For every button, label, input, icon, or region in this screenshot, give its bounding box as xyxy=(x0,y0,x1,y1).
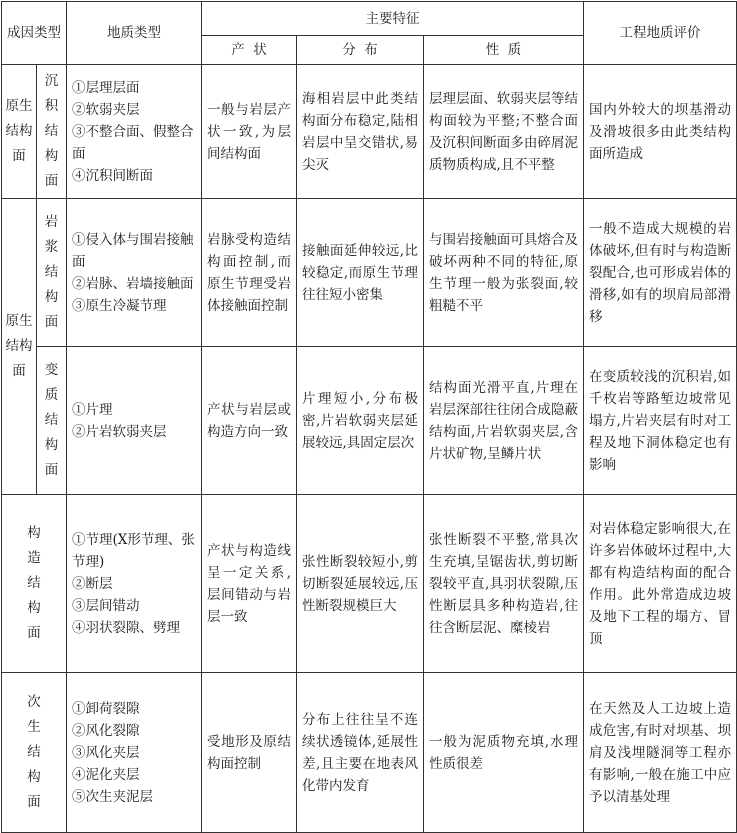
geo-type-cell: ①节理(X形节理、张节理) ②断层 ③层间错动 ④羽状裂隙、劈理 xyxy=(67,495,202,673)
group-label: 次生结构面 xyxy=(2,673,67,833)
subgroup-label: 沉积结构面 xyxy=(37,65,67,199)
geo-type-cell: ①卸荷裂隙 ②风化裂隙 ③风化夹层 ④泥化夹层 ⑤次生夹泥层 xyxy=(67,673,202,833)
evaluation-cell: 对岩体稳定影响很大,在许多岩体破坏过程中,大都有构造结构面的配合作用。此外常造成边坡及地下工程的塌方、冒顶 xyxy=(584,495,737,673)
table-row xyxy=(2,199,737,347)
evaluation-cell: 一般不造成大规模的岩体破坏,但有时与构造断裂配合,也可形成岩体的滑移,如有的坝肩局部滑移 xyxy=(584,199,737,347)
property-cell: 结构面光滑平直,片理在岩层深部往往闭合成隐蔽结构面,片岩软弱夹层,含片状矿物,呈鳞片状 xyxy=(424,347,584,495)
geo-type-cell: ①侵入体与围岩接触面 ②岩脉、岩墙接触面 ③原生冷凝节理 xyxy=(67,199,202,347)
table-row xyxy=(2,347,737,495)
header-property: 性 质 xyxy=(424,36,584,65)
distribution-cell: 接触面延伸较远,比较稳定,而原生节理往往短小密集 xyxy=(297,199,424,347)
occurrence-cell: 产状与构造线呈一定关系,层间错动与岩层一致 xyxy=(202,495,297,673)
subgroup-label: 岩浆结构面 xyxy=(37,199,67,347)
header-evaluation: 工程地质评价 xyxy=(584,2,737,65)
occurrence-cell: 产状与岩层或构造方向一致 xyxy=(202,347,297,495)
occurrence-cell: 岩脉受构造结构面控制,而原生节理受岩体接触面控制 xyxy=(202,199,297,347)
table-row xyxy=(2,65,737,199)
structure-plane-table xyxy=(1,1,737,833)
distribution-cell: 张性断裂较短小,剪切断裂延展较远,压性断裂规模巨大 xyxy=(297,495,424,673)
property-cell: 与围岩接触面可具熔合及破坏两种不同的特征,原生节理一般为张裂面,较粗糙不平 xyxy=(424,199,584,347)
group-label: 原生结构面 xyxy=(2,199,37,495)
distribution-cell: 海相岩层中此类结构面分布稳定,陆相岩层中呈交错状,易尖灭 xyxy=(297,65,424,199)
group-label: 原生结构面 xyxy=(2,65,37,199)
distribution-cell: 分布上往往呈不连续状透镜体,延展性差,且主要在地表风化带内发育 xyxy=(297,673,424,833)
evaluation-cell: 在天然及人工边坡上造成危害,有时对坝基、坝肩及浅埋隧洞等工程亦有影响,一般在施工中应予以清基处理 xyxy=(584,673,737,833)
distribution-cell: 片理短小,分布极密,片岩软弱夹层延展较远,具固定层次 xyxy=(297,347,424,495)
property-cell: 张性断裂不平整,常具次生充填,呈锯齿状,剪切断裂较平直,具羽状裂隙,压性断层具多种构造岩,往往含断层泥、糜棱岩 xyxy=(424,495,584,673)
property-cell: 层理层面、软弱夹层等结构面较为平整;不整合面及沉积间断面多由碎屑泥质物质构成,且不平整 xyxy=(424,65,584,199)
evaluation-cell: 在变质较浅的沉积岩,如千枚岩等路堑边坡常见塌方,片岩夹层有时对工程及地下洞体稳定也有影响 xyxy=(584,347,737,495)
table-row xyxy=(2,495,737,673)
table-row xyxy=(2,673,737,833)
header-main-features: 主要特征 xyxy=(202,2,584,36)
group-label: 构造结构面 xyxy=(2,495,67,673)
occurrence-cell: 一般与岩层产状一致,为层间结构面 xyxy=(202,65,297,199)
header-cause-type: 成因类型 xyxy=(2,2,67,65)
header-occurrence: 产 状 xyxy=(202,36,297,65)
geo-type-cell: ①片理 ②片岩软弱夹层 xyxy=(67,347,202,495)
evaluation-cell: 国内外较大的坝基滑动及滑坡很多由此类结构面所造成 xyxy=(584,65,737,199)
property-cell: 一般为泥质物充填,水理性质很差 xyxy=(424,673,584,833)
occurrence-cell: 受地形及原结构面控制 xyxy=(202,673,297,833)
header-distribution: 分 布 xyxy=(297,36,424,65)
header-geo-type: 地质类型 xyxy=(67,2,202,65)
geo-type-cell: ①层理层面 ②软弱夹层 ③不整合面、假整合面 ④沉积间断面 xyxy=(67,65,202,199)
subgroup-label: 变质结构面 xyxy=(37,347,67,495)
